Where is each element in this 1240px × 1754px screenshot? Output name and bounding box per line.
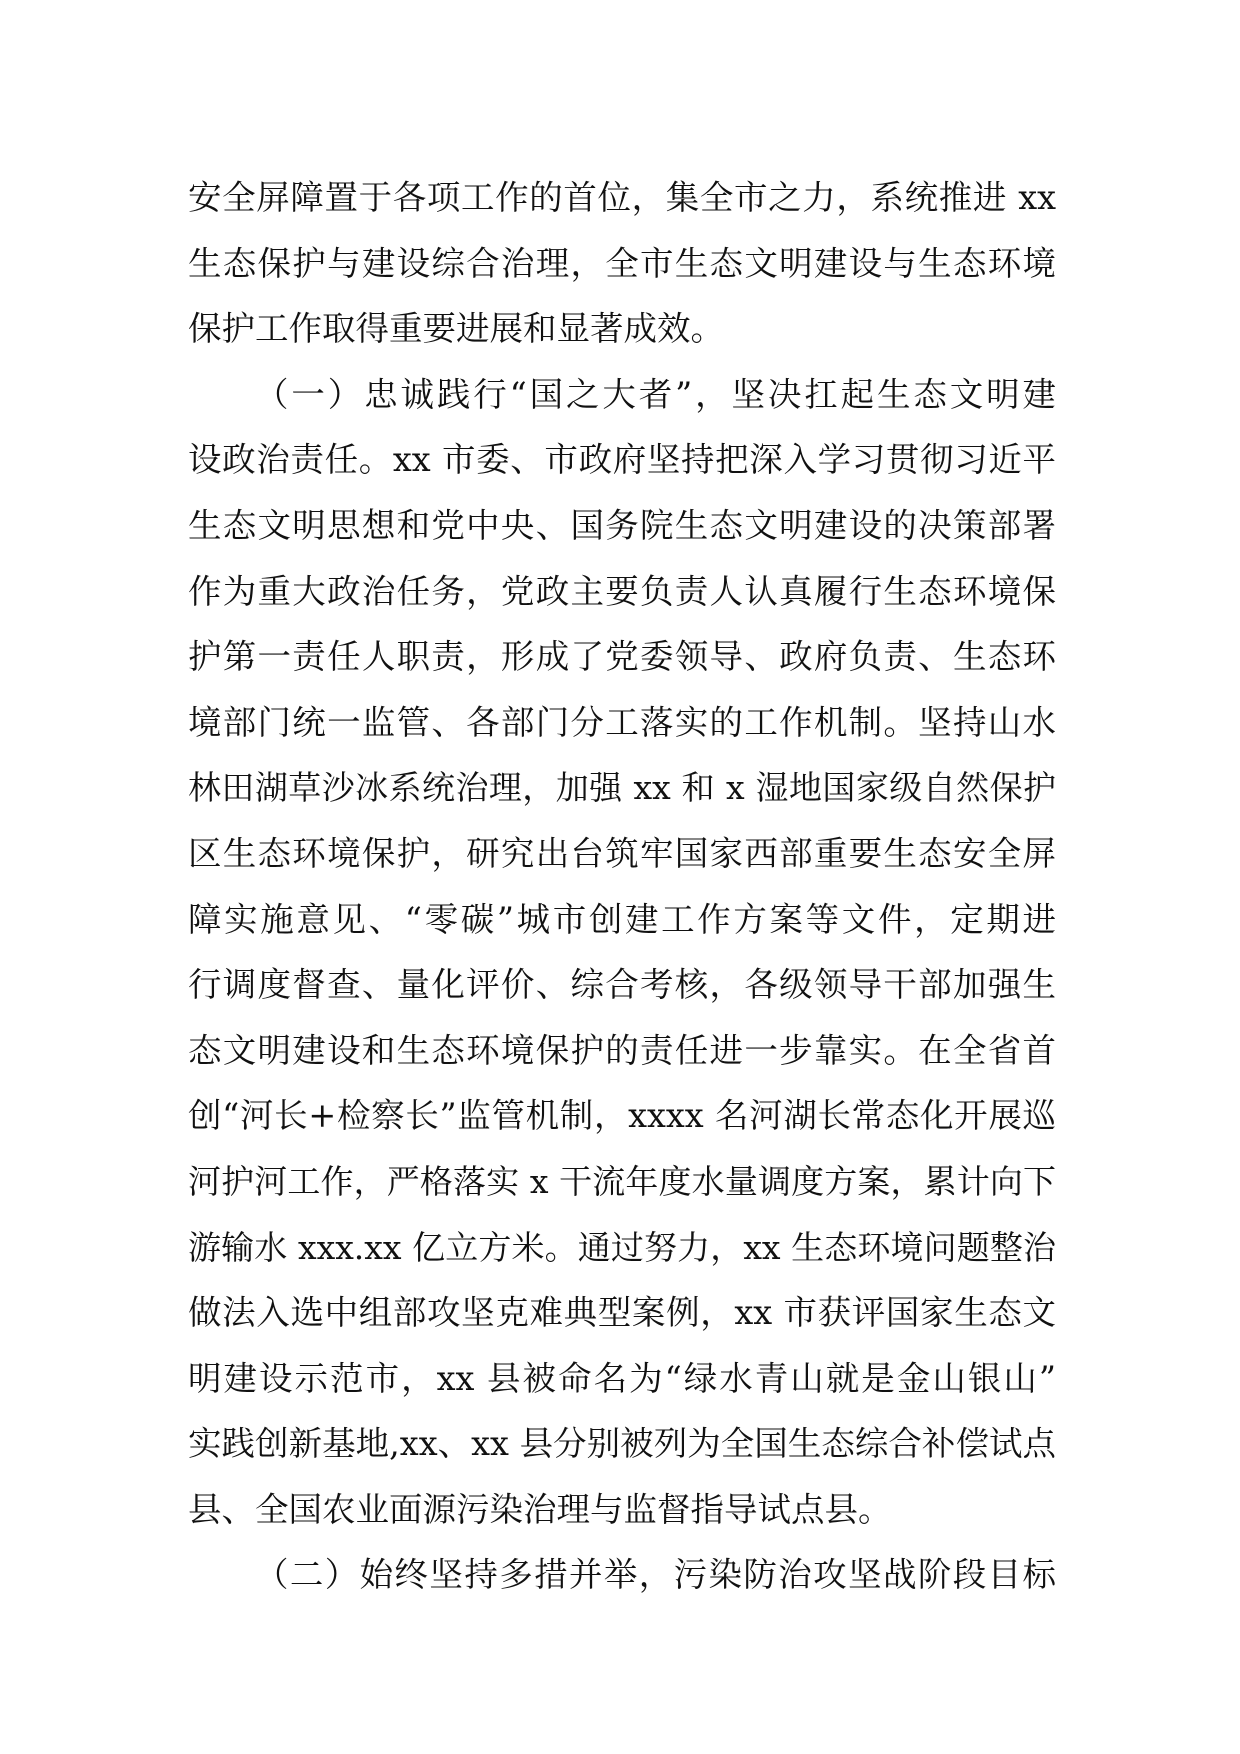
text-line: 作为重大政治任务，党政主要负责人认真履行生态环境保 <box>188 571 1056 611</box>
text-line: 游输水 xxx.xx 亿立方米。通过努力，xx 生态环境问题整治 <box>188 1227 1056 1267</box>
section-heading-line: （一）忠诚践行“国之大者”，坚决扛起生态文明建 <box>255 374 1056 414</box>
text-line: 林田湖草沙冰系统治理，加强 xx 和 x 湿地国家级自然保护 <box>188 768 1056 808</box>
text-line: 区生态环境保护，研究出台筑牢国家西部重要生态安全屏 <box>188 833 1056 873</box>
text-line: 行调度督查、量化评价、综合考核，各级领导干部加强生 <box>188 965 1056 1005</box>
text-line: 护第一责任人职责，形成了党委领导、政府负责、生态环 <box>188 637 1056 677</box>
text-line: 设政治责任。xx 市委、市政府坚持把深入学习贯彻习近平 <box>188 440 1056 480</box>
text-line: 创“河长+检察长”监管机制，xxxx 名河湖长常态化开展巡 <box>188 1096 1056 1136</box>
text-line: 安全屏障置于各项工作的首位，集全市之力，系统推进 xx <box>188 178 1056 217</box>
text-line: 保护工作取得重要进展和显著成效。 <box>188 309 724 349</box>
text-line: 实践创新基地,xx、xx 县分别被列为全国生态综合补偿试点 <box>188 1424 1056 1464</box>
text-line: 明建设示范市，xx 县被命名为“绿水青山就是金山银山” <box>188 1358 1056 1398</box>
text-line: 生态保护与建设综合治理，全市生态文明建设与生态环境 <box>188 243 1056 283</box>
section-heading-line: （二）始终坚持多措并举，污染防治攻坚战阶段目标 <box>255 1555 1056 1595</box>
text-line: 态文明建设和生态环境保护的责任进一步靠实。在全省首 <box>188 1030 1056 1070</box>
text-line: 生态文明思想和党中央、国务院生态文明建设的决策部署 <box>188 505 1056 545</box>
document-body <box>188 165 1056 1608</box>
text-line: 做法入选中组部攻坚克难典型案例，xx 市获评国家生态文 <box>188 1293 1056 1333</box>
text-line: 障实施意见、“零碳”城市创建工作方案等文件，定期进 <box>188 899 1056 939</box>
text-line: 河护河工作，严格落实 x 干流年度水量调度方案，累计向下 <box>188 1161 1056 1201</box>
text-line: 境部门统一监管、各部门分工落实的工作机制。坚持山水 <box>188 702 1056 742</box>
text-line: 县、全国农业面源污染治理与监督指导试点县。 <box>188 1489 892 1529</box>
